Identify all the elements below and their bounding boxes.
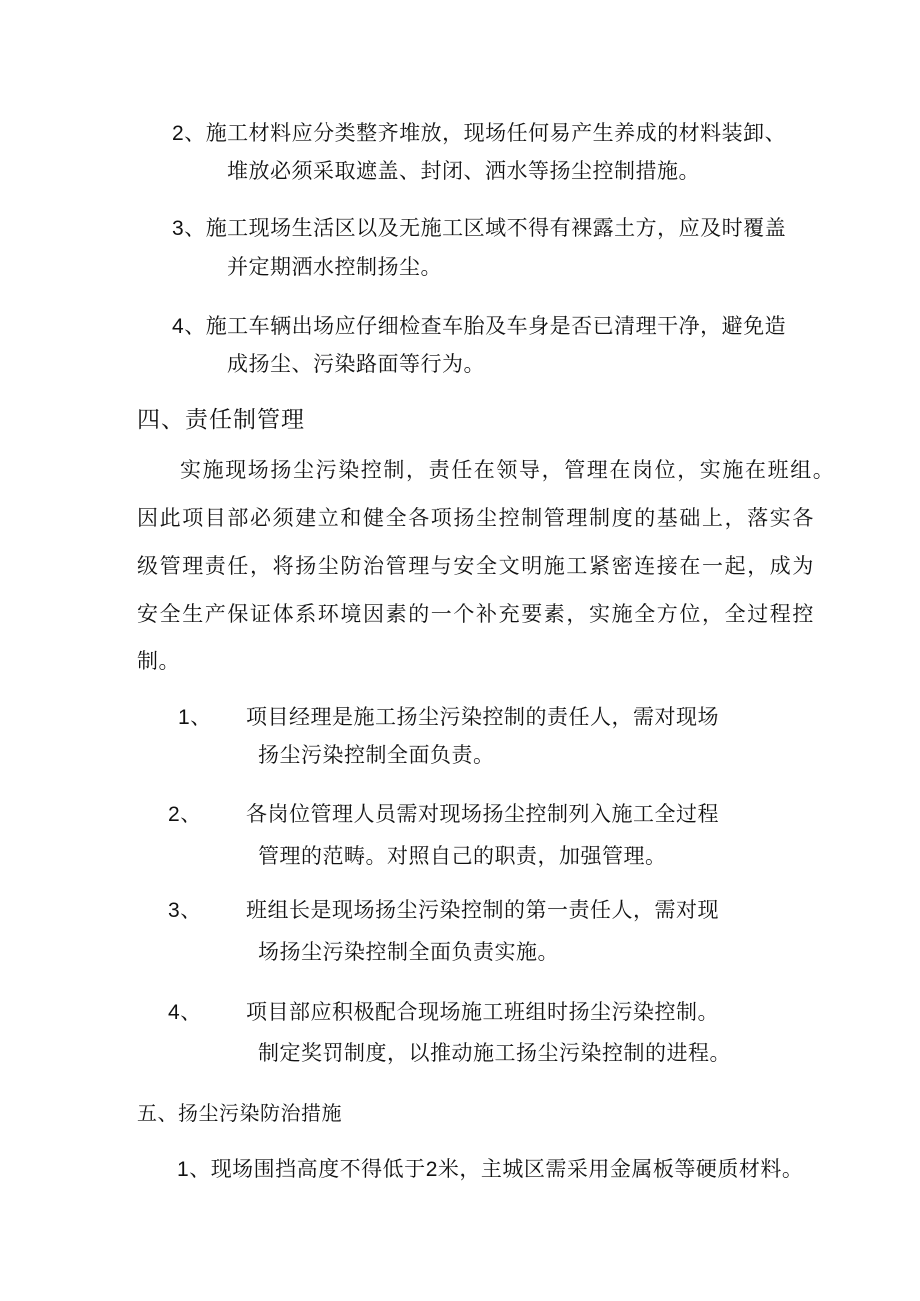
list-item — [168, 895, 202, 926]
item-text: 项目经理是施工扬尘污染控制的责任人，需对现场 — [246, 705, 719, 729]
item-number: 1 — [177, 1158, 190, 1181]
list-item — [172, 118, 786, 149]
item-separator: 、 — [184, 121, 206, 145]
item-text: 米，主城区需采用金属板等硬质材料。 — [437, 1157, 804, 1181]
item-separator: 、 — [184, 314, 206, 338]
item-number: 2 — [168, 803, 181, 826]
item-separator: 、 — [189, 1157, 211, 1181]
item-text: 班组长是现场扬尘污染控制的第一责任人，需对现 — [246, 898, 719, 922]
paragraph-line: 级管理责任，将扬尘防治管理与安全文明施工紧密连接在一起，成为 — [137, 554, 815, 578]
item-text: 项目部应积极配合现场施工班组时扬尘污染控制。 — [246, 1000, 719, 1024]
item-number: 3 — [172, 217, 185, 240]
paragraph-line: 因此项目部必须建立和健全各项扬尘控制管理制度的基础上，落实各 — [137, 506, 815, 530]
list-item-continuation: 管理的范畴。对照自己的职责，加强管理。 — [258, 844, 667, 868]
list-item-continuation: 制定奖罚制度，以推动施工扬尘污染控制的进程。 — [258, 1041, 731, 1065]
item-number: 4 — [172, 315, 185, 338]
item-separator: 、 — [180, 898, 202, 922]
item-number: 2 — [172, 122, 185, 145]
paragraph-line: 制。 — [137, 649, 180, 673]
item-number: 3 — [168, 899, 181, 922]
item-text: 施工现场生活区以及无施工区域不得有裸露土方，应及时覆盖 — [205, 216, 787, 240]
item-separator: 、 — [184, 216, 206, 240]
list-item — [172, 213, 786, 244]
item-text: 施工材料应分类整齐堆放，现场任何易产生养成的材料装卸、 — [205, 121, 787, 145]
item-separator: 、 — [180, 802, 202, 826]
list-item — [168, 997, 202, 1028]
list-item — [168, 799, 202, 830]
height-value: 2 — [425, 1158, 438, 1181]
paragraph-line: 安全生产保证体系环境因素的一个补充要素，实施全方位，全过程控 — [137, 602, 815, 626]
list-item-continuation: 并定期洒水控制扬尘。 — [227, 255, 442, 279]
list-item-continuation: 场扬尘污染控制全面负责实施。 — [258, 940, 559, 964]
item-number: 4 — [168, 1001, 181, 1024]
list-item — [178, 702, 212, 733]
item-separator: 、 — [180, 1000, 202, 1024]
item-text: 施工车辆出场应仔细检查车胎及车身是否已清理干净，避免造 — [205, 314, 787, 338]
item-number: 1 — [178, 706, 191, 729]
list-item — [172, 311, 786, 342]
paragraph-line: 实施现场扬尘污染控制，责任在领导，管理在岗位，实施在班组。 — [180, 458, 836, 482]
list-item — [177, 1154, 803, 1185]
item-separator: 、 — [190, 705, 212, 729]
list-item-continuation: 扬尘污染控制全面负责。 — [258, 743, 495, 767]
section-heading: 四、责任制管理 — [137, 407, 305, 433]
list-item-continuation: 堆放必须采取遮盖、封闭、洒水等扬尘控制措施。 — [227, 159, 700, 183]
item-text: 现场围挡高度不得低于 — [210, 1157, 426, 1181]
item-text: 各岗位管理人员需对现场扬尘控制列入施工全过程 — [246, 802, 719, 826]
section-heading: 五、扬尘污染防治措施 — [137, 1101, 342, 1125]
list-item-continuation: 成扬尘、污染路面等行为。 — [227, 352, 485, 376]
